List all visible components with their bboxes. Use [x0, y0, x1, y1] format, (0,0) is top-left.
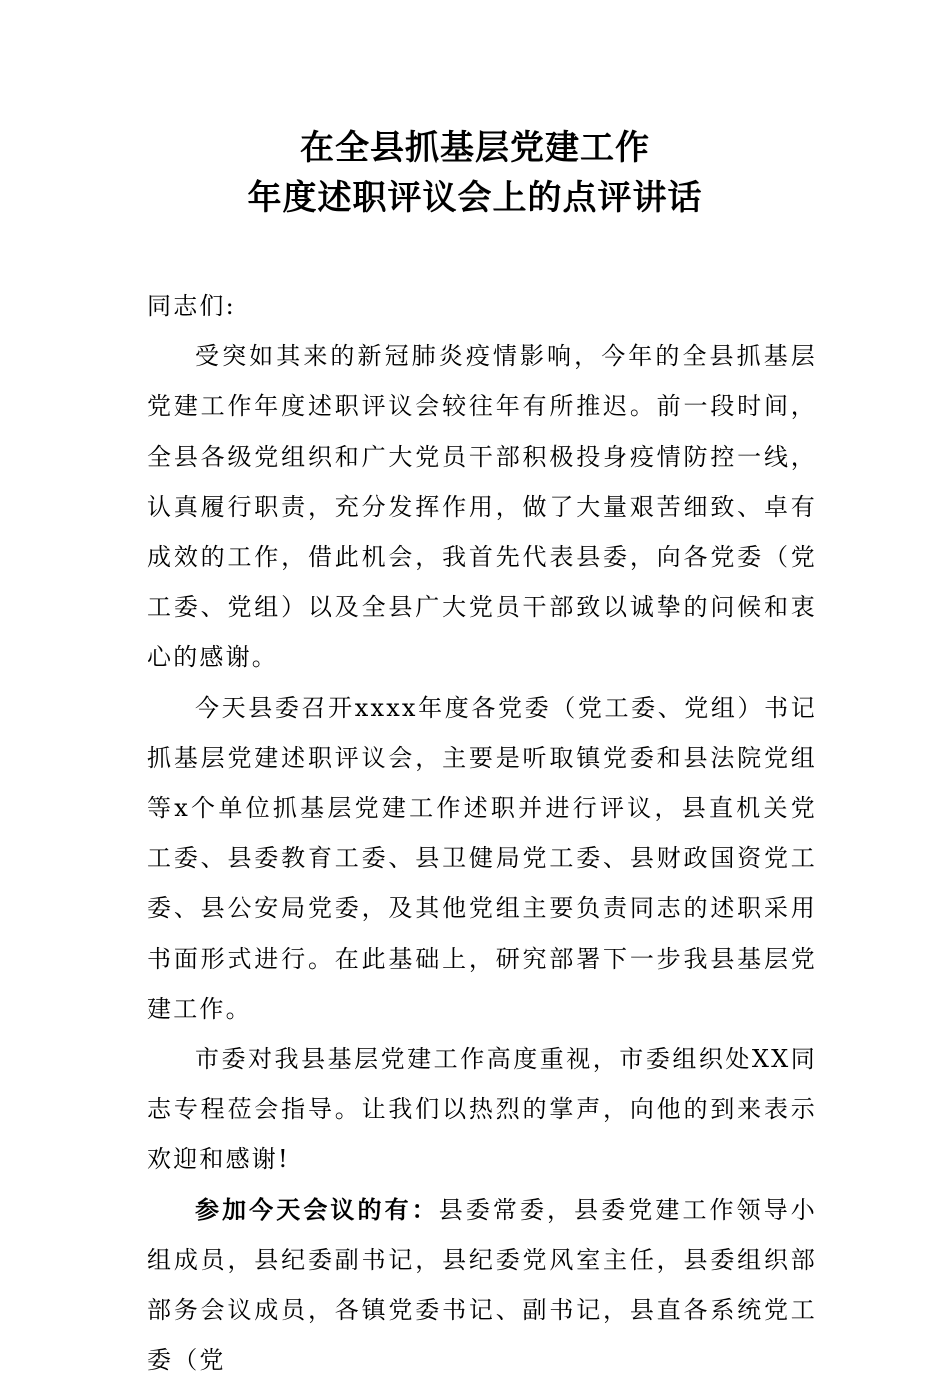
paragraph-2: 今天县委召开xxxx年度各党委（党工委、党组）书记抓基层党建述职评议会，主要是听取镇党委和县法院党组等x个单位抓基层党建工作述职并进行评议，县直机关党工委、县委教育工委、县卫健局党工委、县财政国资党工委、县公安局党委，及其他党组主要负责同志的述职采用书面形式进行。在此基础上，研究部署下一步我县基层党建工作。: [147, 693, 817, 1023]
salutation: 同志们:: [147, 292, 236, 320]
document-body: [147, 281, 817, 1385]
attendees-lead: 参加今天会议的有：: [195, 1194, 439, 1224]
document-title-line-2: 年度述职评议会上的点评讲话: [247, 178, 703, 218]
paragraph-1: 受突如其来的新冠肺炎疫情影响，今年的全县抓基层党建工作年度述职评议会较往年有所推迟。前一段时间，全县各级党组织和广大党员干部积极投身疫情防控一线，认真履行职责，充分发挥作用，做了大量艰苦细致、卓有成效的工作，借此机会，我首先代表县委，向各党委（党工委、党组）以及全县广大党员干部致以诚挚的问候和衷心的感谢。: [147, 342, 817, 672]
document-title-line-1: 在全县抓基层党建工作: [300, 128, 650, 168]
paragraph-3: 市委对我县基层党建工作高度重视，市委组织处XX同志专程莅会指导。让我们以热烈的掌声，向他的到来表示欢迎和感谢!: [147, 1045, 817, 1174]
attendees-text: 县委常委，县委党建工作领导小组成员，县纪委副书记，县纪委党风室主任，县委组织部部务会议成员，各镇党委书记、副书记，县直各系统党工委（党: [147, 1195, 817, 1375]
paragraph-attendees: [147, 1185, 817, 1385]
